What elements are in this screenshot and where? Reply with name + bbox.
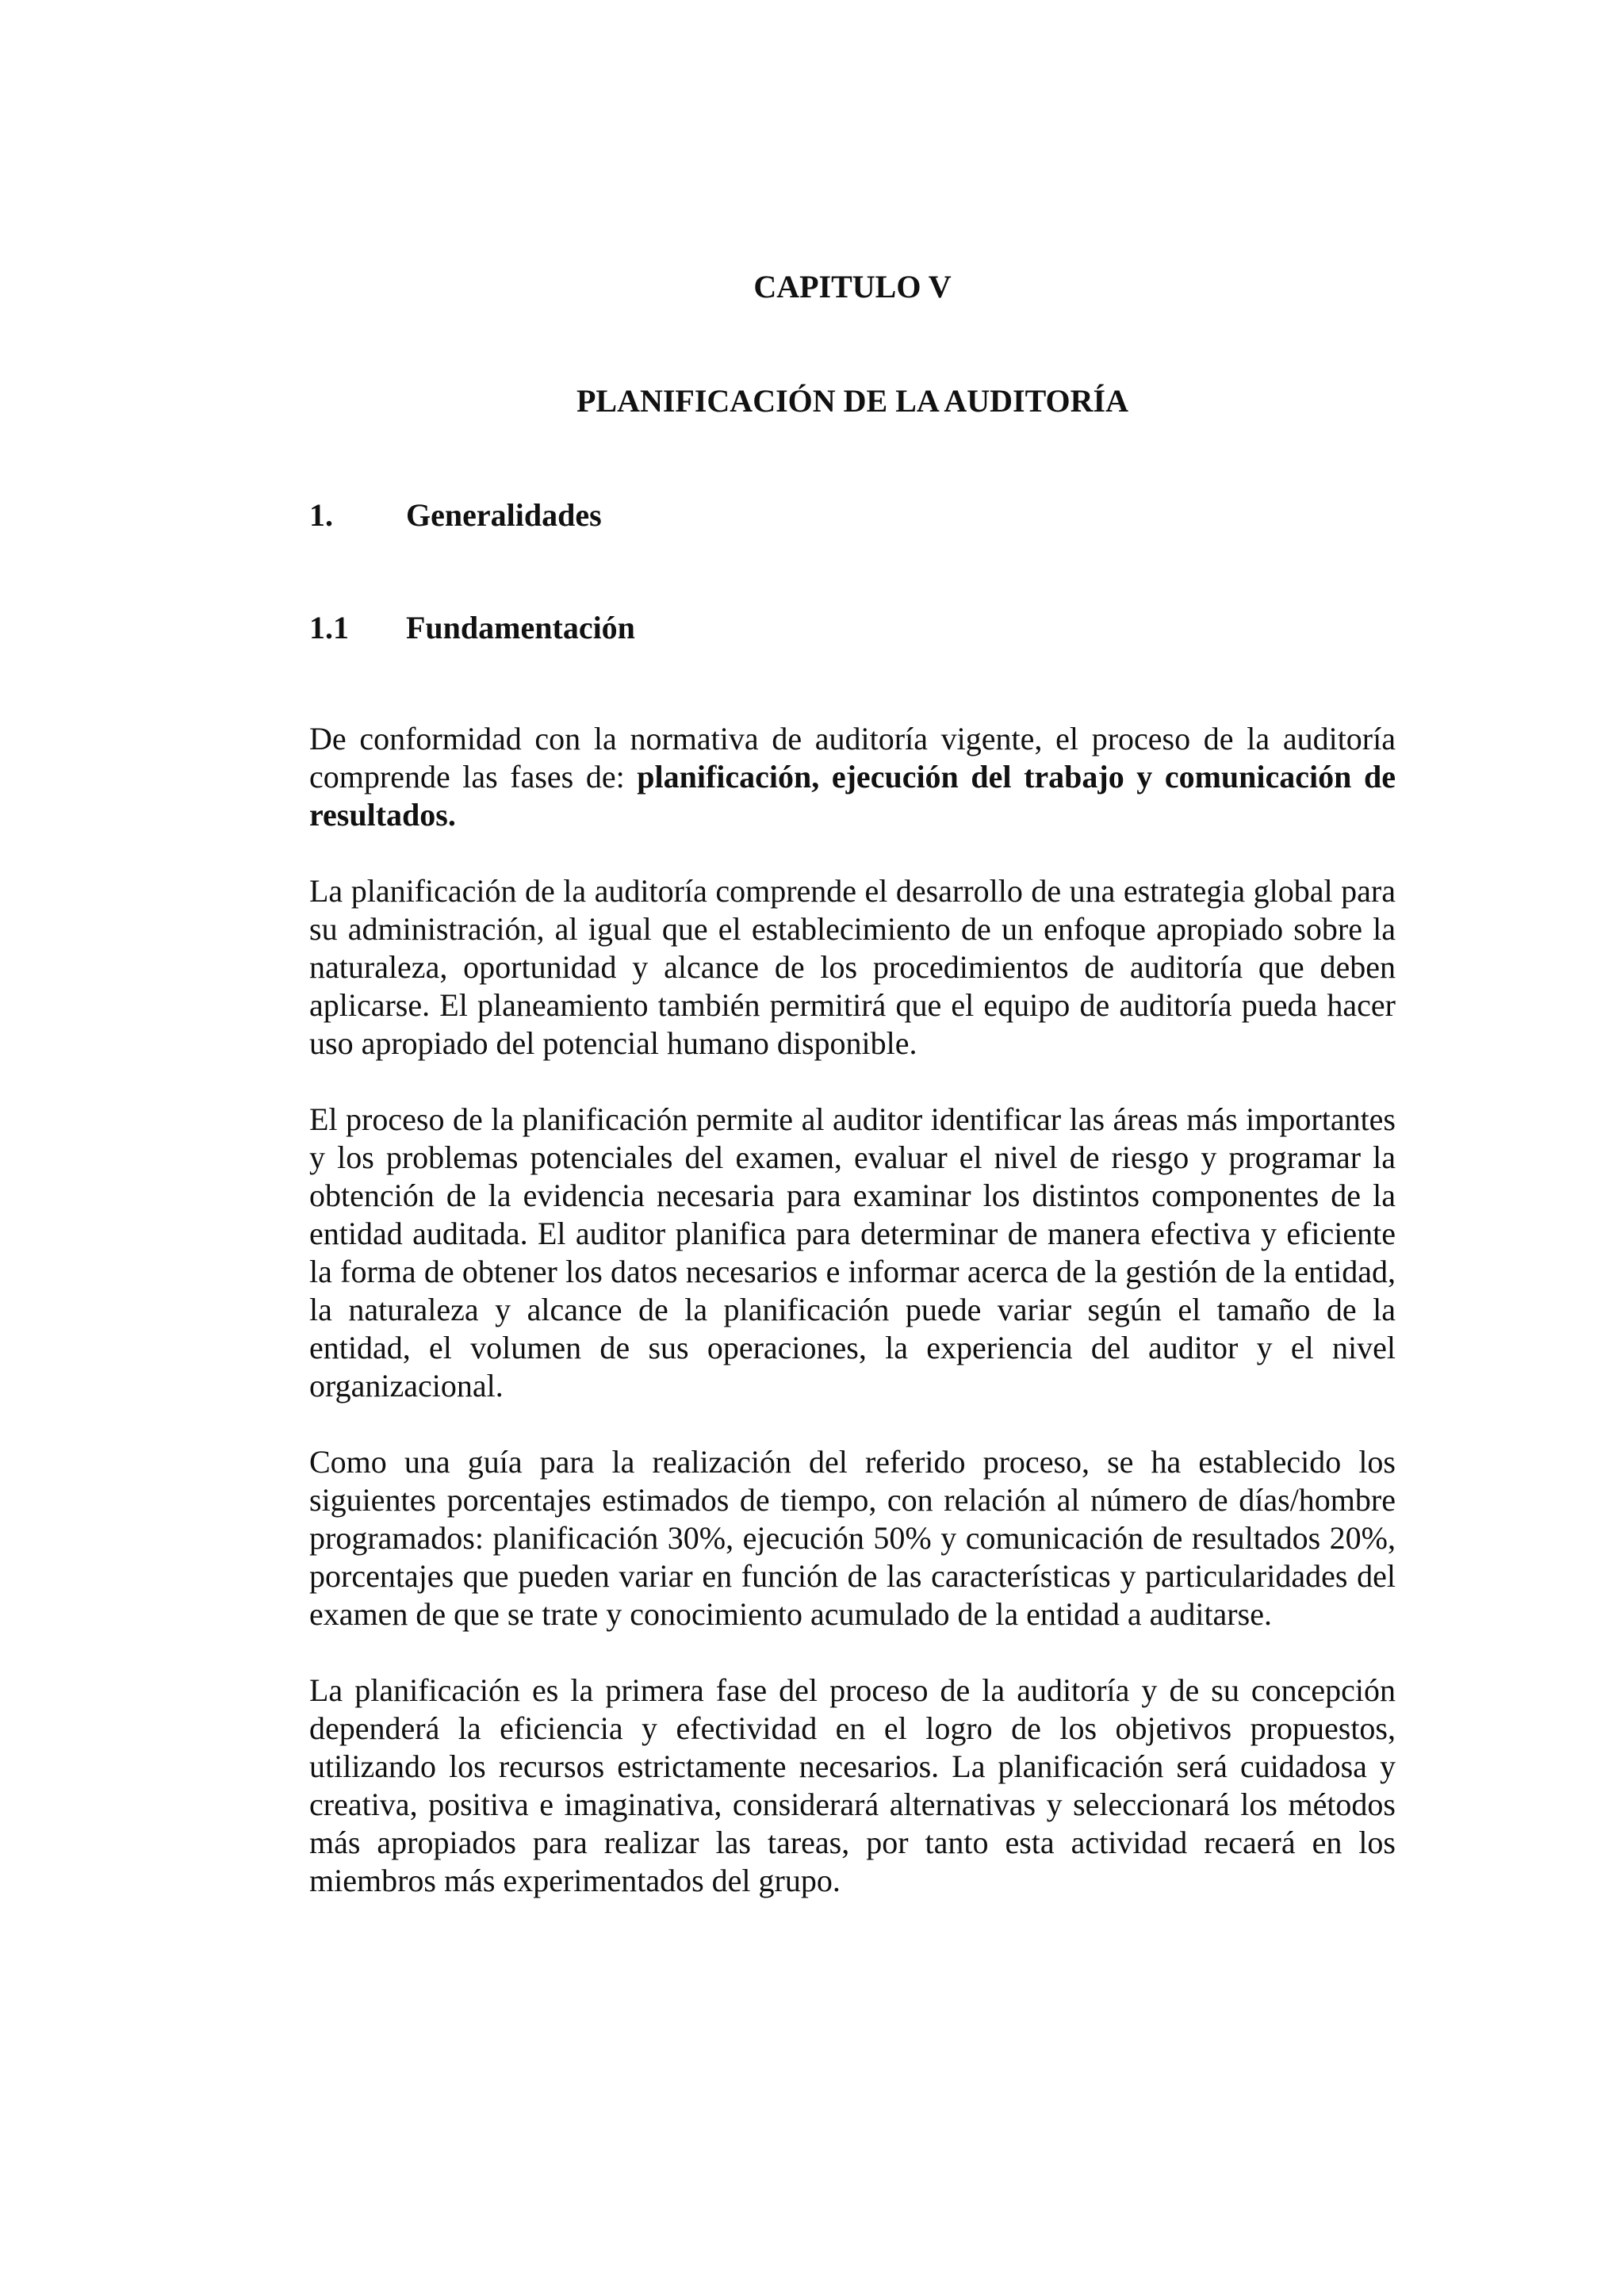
paragraph-1: [309, 720, 1396, 834]
section-title: Generalidades: [406, 497, 602, 533]
paragraph-1-lead: De conformidad con la normativa de auditoría vigente, el proceso de la auditoría comprende las fases de:: [309, 721, 1396, 795]
chapter-title: PLANIFICACIÓN DE LA AUDITORÍA: [576, 383, 1129, 419]
section-heading-1: [309, 496, 602, 534]
section-number: 1.1: [309, 610, 349, 645]
body-text: [309, 720, 1396, 1938]
paragraph-4: Como una guía para la realización del referido proceso, se ha establecido los siguientes porcentajes estimados de tiempo, con relación al número de días/hombre programados: planificación 30%, ejecución 50% y comunicación de resultados 20%, porcentajes que pueden variar en función de las características y particularidades del examen de que se trate y conocimiento acumulado de la entidad a auditarse.: [309, 1444, 1396, 1632]
paragraph-5: La planificación es la primera fase del proceso de la auditoría y de su concepción dependerá la eficiencia y efectividad en el logro de los objetivos propuestos, utilizando los recursos estrictamente necesarios. La planificación será cuidadosa y creativa, positiva e imaginativa, considerará alternativas y seleccionará los métodos más apropiados para realizar las tareas, por tanto esta actividad recaerá en los miembros más experimentados del grupo.: [309, 1672, 1396, 1898]
section-title: Fundamentación: [406, 610, 635, 645]
paragraph-3: El proceso de la planificación permite al auditor identificar las áreas más importantes y los problemas potenciales del examen, evaluar el nivel de riesgo y programar la obtención de la evidencia necesaria para examinar los distintos componentes de la entidad auditada. El auditor planifica para determinar de manera efectiva y eficiente la forma de obtener los datos necesarios e informar acerca de la gestión de la entidad, la naturaleza y alcance de la planificación puede variar según el tamaño de la entidad, el volumen de sus operaciones, la experiencia del auditor y el nivel organizacional.: [309, 1101, 1396, 1404]
paragraph-2: La planificación de la auditoría comprende el desarrollo de una estrategia global para su administración, al igual que el establecimiento de un enfoque apropiado sobre la naturaleza, oportunidad y alcance de los procedimientos de auditoría que deben aplicarse. El planeamiento también permitirá que el equipo de auditoría pueda hacer uso apropiado del potencial humano disponible.: [309, 873, 1396, 1061]
chapter-label: CAPITULO V: [753, 269, 952, 304]
paragraph-1-bold: planificación, ejecución del trabajo y comunicación de resultados.: [309, 759, 1396, 833]
section-number: 1.: [309, 497, 333, 533]
section-heading-1-1: [309, 609, 635, 647]
